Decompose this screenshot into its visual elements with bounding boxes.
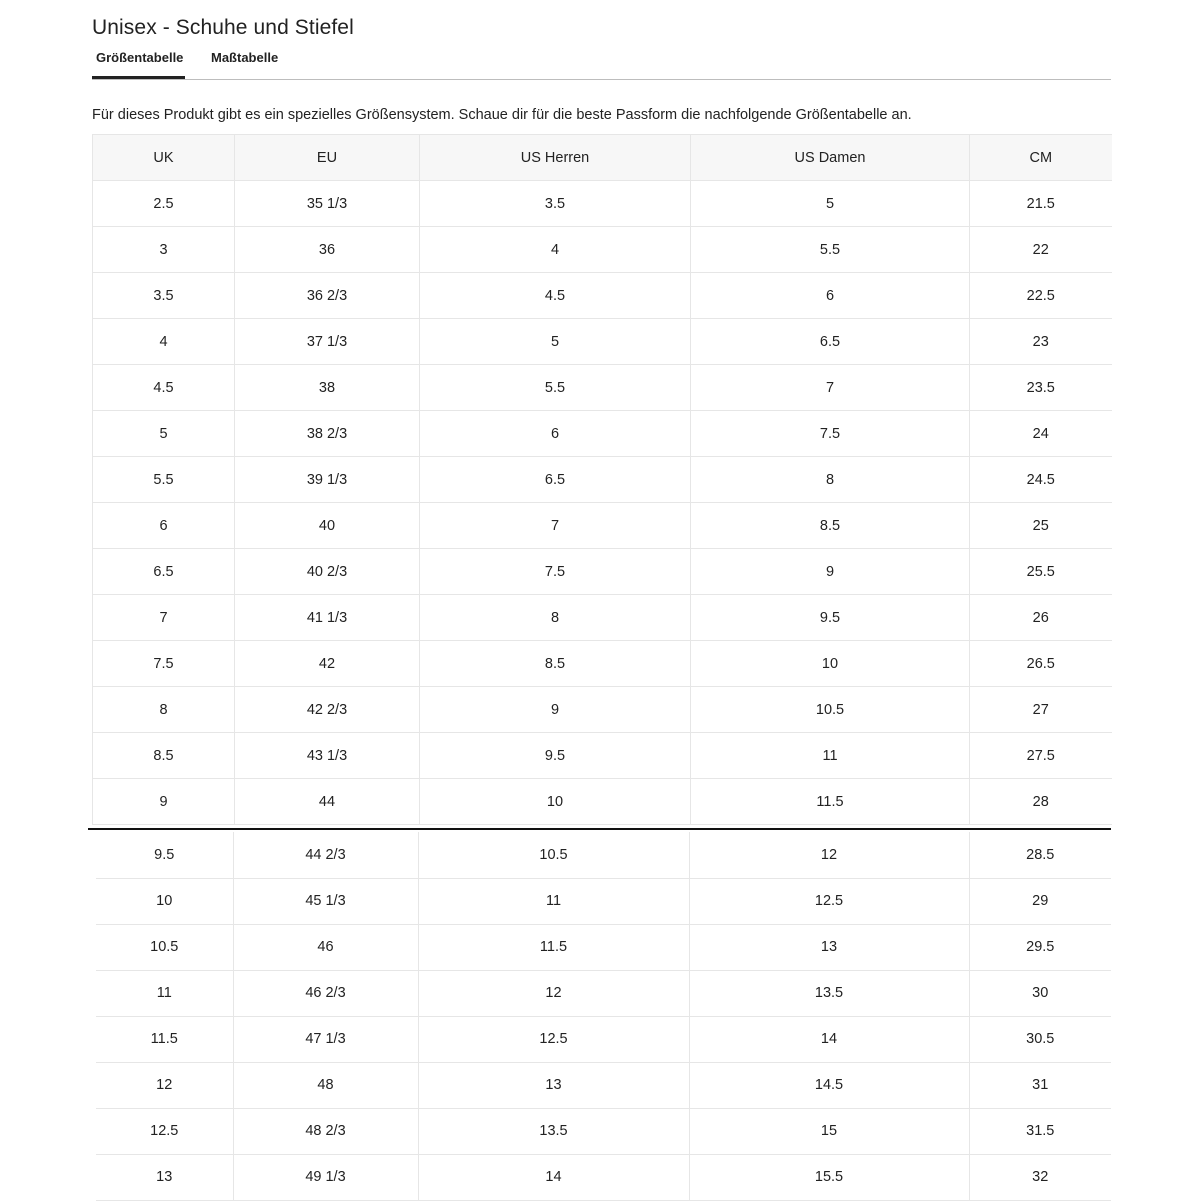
table-cell: 30 bbox=[969, 970, 1111, 1016]
table-cell: 37 1/3 bbox=[235, 319, 420, 365]
table-row bbox=[96, 1154, 1111, 1200]
table-cell: 21.5 bbox=[970, 181, 1112, 227]
size-table bbox=[92, 134, 1112, 825]
table-cell: 47 1/3 bbox=[233, 1016, 418, 1062]
table-row bbox=[93, 365, 1112, 411]
table-cell: 6.5 bbox=[420, 457, 691, 503]
table-cell: 14 bbox=[689, 1016, 969, 1062]
table-cell: 12.5 bbox=[689, 878, 969, 924]
table-cell: 10.5 bbox=[96, 924, 233, 970]
table-cell: 44 2/3 bbox=[233, 832, 418, 878]
table-cell: 45 1/3 bbox=[233, 878, 418, 924]
table-cell: 36 bbox=[235, 227, 420, 273]
table-row bbox=[93, 779, 1112, 825]
table-cell: 9 bbox=[420, 687, 691, 733]
table-row bbox=[93, 641, 1112, 687]
table-cell: 39 1/3 bbox=[235, 457, 420, 503]
table-cell: 46 bbox=[233, 924, 418, 970]
table-cell: 7.5 bbox=[420, 549, 691, 595]
table-cell: 11 bbox=[418, 878, 689, 924]
table-cell: 9 bbox=[691, 549, 970, 595]
table-cell: 27.5 bbox=[970, 733, 1112, 779]
table-cell: 8.5 bbox=[93, 733, 235, 779]
table-cell: 32 bbox=[969, 1154, 1111, 1200]
table-cell: 25 bbox=[970, 503, 1112, 549]
table-cell: 8 bbox=[420, 595, 691, 641]
table-cell: 27 bbox=[970, 687, 1112, 733]
table-cell: 12.5 bbox=[96, 1108, 233, 1154]
table-cell: 5 bbox=[691, 181, 970, 227]
table-cell: 2.5 bbox=[93, 181, 235, 227]
table-cell: 24 bbox=[970, 411, 1112, 457]
table-cell: 29.5 bbox=[969, 924, 1111, 970]
table-cell: 7 bbox=[420, 503, 691, 549]
table-cell: 13 bbox=[418, 1062, 689, 1108]
table-cell: 5 bbox=[93, 411, 235, 457]
table-cell: 3.5 bbox=[93, 273, 235, 319]
table-row bbox=[93, 273, 1112, 319]
table-cell: 12 bbox=[418, 970, 689, 1016]
table-cell: 40 bbox=[235, 503, 420, 549]
table-cell: 3 bbox=[93, 227, 235, 273]
table-row bbox=[93, 181, 1112, 227]
table-cell: 6 bbox=[691, 273, 970, 319]
table-cell: 43 1/3 bbox=[235, 733, 420, 779]
table-cell: 13 bbox=[96, 1154, 233, 1200]
table-cell: 11.5 bbox=[691, 779, 970, 825]
table-cell: 4.5 bbox=[93, 365, 235, 411]
table-cell: 7 bbox=[691, 365, 970, 411]
table-cell: 40 2/3 bbox=[235, 549, 420, 595]
table-cell: 13.5 bbox=[689, 970, 969, 1016]
table-cell: 10 bbox=[691, 641, 970, 687]
table-cell: 36 2/3 bbox=[235, 273, 420, 319]
table-cell: 44 bbox=[235, 779, 420, 825]
table-cell: 24.5 bbox=[970, 457, 1112, 503]
table-cell: 42 2/3 bbox=[235, 687, 420, 733]
table-cell: 25.5 bbox=[970, 549, 1112, 595]
table-cell: 9.5 bbox=[96, 832, 233, 878]
table-cell: 11 bbox=[691, 733, 970, 779]
table-row bbox=[96, 878, 1111, 924]
table-cell: 10.5 bbox=[418, 832, 689, 878]
table-row bbox=[96, 1062, 1111, 1108]
table-cell: 46 2/3 bbox=[233, 970, 418, 1016]
table-cell: 38 bbox=[235, 365, 420, 411]
table-cell: 28.5 bbox=[969, 832, 1111, 878]
table-cell: 15.5 bbox=[689, 1154, 969, 1200]
table-cell: 11.5 bbox=[96, 1016, 233, 1062]
header-us-men: US Herren bbox=[420, 135, 691, 181]
table-cell: 14 bbox=[418, 1154, 689, 1200]
table-cell: 7.5 bbox=[93, 641, 235, 687]
table-cell: 48 bbox=[233, 1062, 418, 1108]
table-cell: 48 2/3 bbox=[233, 1108, 418, 1154]
table-row bbox=[93, 411, 1112, 457]
table-row bbox=[93, 687, 1112, 733]
table-row bbox=[93, 319, 1112, 365]
table-cell: 35 1/3 bbox=[235, 181, 420, 227]
table-cell: 13.5 bbox=[418, 1108, 689, 1154]
table-row bbox=[96, 832, 1111, 878]
table-cell: 38 2/3 bbox=[235, 411, 420, 457]
table-cell: 6.5 bbox=[93, 549, 235, 595]
table-cell: 22 bbox=[970, 227, 1112, 273]
table-cell: 10 bbox=[96, 878, 233, 924]
table-row bbox=[96, 970, 1111, 1016]
intro-text: Für dieses Produkt gibt es ein spezielles Größensystem. Schaue dir für die beste Passform die nachfolgende Größentabelle an. bbox=[92, 107, 912, 123]
table-cell: 23 bbox=[970, 319, 1112, 365]
tab-measurement-chart[interactable]: Maßtabelle bbox=[211, 50, 279, 65]
table-cell: 4.5 bbox=[420, 273, 691, 319]
header-us-women: US Damen bbox=[691, 135, 970, 181]
table-cell: 7 bbox=[93, 595, 235, 641]
table-cell: 3.5 bbox=[420, 181, 691, 227]
section-divider bbox=[88, 828, 1111, 830]
table-cell: 23.5 bbox=[970, 365, 1112, 411]
table-row bbox=[93, 595, 1112, 641]
table-cell: 13 bbox=[689, 924, 969, 970]
table-cell: 4 bbox=[93, 319, 235, 365]
table-cell: 8.5 bbox=[691, 503, 970, 549]
table-cell: 5.5 bbox=[93, 457, 235, 503]
table-row bbox=[93, 457, 1112, 503]
table-row bbox=[96, 1108, 1111, 1154]
table-cell: 15 bbox=[689, 1108, 969, 1154]
table-cell: 7.5 bbox=[691, 411, 970, 457]
table-cell: 9.5 bbox=[691, 595, 970, 641]
table-cell: 31 bbox=[969, 1062, 1111, 1108]
size-table-continued bbox=[96, 832, 1111, 1201]
table-cell: 31.5 bbox=[969, 1108, 1111, 1154]
table-cell: 41 1/3 bbox=[235, 595, 420, 641]
table-row bbox=[96, 1016, 1111, 1062]
table-cell: 14.5 bbox=[689, 1062, 969, 1108]
table-cell: 30.5 bbox=[969, 1016, 1111, 1062]
header-uk: UK bbox=[93, 135, 235, 181]
header-eu: EU bbox=[235, 135, 420, 181]
table-row bbox=[96, 924, 1111, 970]
table-cell: 12 bbox=[96, 1062, 233, 1108]
table-cell: 49 1/3 bbox=[233, 1154, 418, 1200]
page-title: Unisex - Schuhe und Stiefel bbox=[92, 16, 354, 39]
table-cell: 42 bbox=[235, 641, 420, 687]
table-cell: 8 bbox=[691, 457, 970, 503]
table-cell: 10 bbox=[420, 779, 691, 825]
table-cell: 9 bbox=[93, 779, 235, 825]
table-cell: 22.5 bbox=[970, 273, 1112, 319]
table-row bbox=[93, 227, 1112, 273]
table-cell: 6 bbox=[93, 503, 235, 549]
table-row bbox=[93, 733, 1112, 779]
table-row bbox=[93, 549, 1112, 595]
table-cell: 8 bbox=[93, 687, 235, 733]
table-cell: 6 bbox=[420, 411, 691, 457]
header-cm: CM bbox=[970, 135, 1112, 181]
table-cell: 8.5 bbox=[420, 641, 691, 687]
table-cell: 29 bbox=[969, 878, 1111, 924]
table-header-row bbox=[93, 135, 1112, 181]
table-cell: 5 bbox=[420, 319, 691, 365]
table-cell: 12 bbox=[689, 832, 969, 878]
table-cell: 4 bbox=[420, 227, 691, 273]
table-cell: 5.5 bbox=[420, 365, 691, 411]
table-cell: 28 bbox=[970, 779, 1112, 825]
table-cell: 12.5 bbox=[418, 1016, 689, 1062]
tab-bar bbox=[92, 46, 1111, 80]
table-cell: 6.5 bbox=[691, 319, 970, 365]
table-row bbox=[93, 503, 1112, 549]
table-cell: 26 bbox=[970, 595, 1112, 641]
table-cell: 11 bbox=[96, 970, 233, 1016]
table-cell: 5.5 bbox=[691, 227, 970, 273]
table-cell: 9.5 bbox=[420, 733, 691, 779]
table-cell: 11.5 bbox=[418, 924, 689, 970]
tab-size-chart[interactable]: Größentabelle bbox=[92, 50, 185, 79]
table-cell: 10.5 bbox=[691, 687, 970, 733]
table-cell: 26.5 bbox=[970, 641, 1112, 687]
